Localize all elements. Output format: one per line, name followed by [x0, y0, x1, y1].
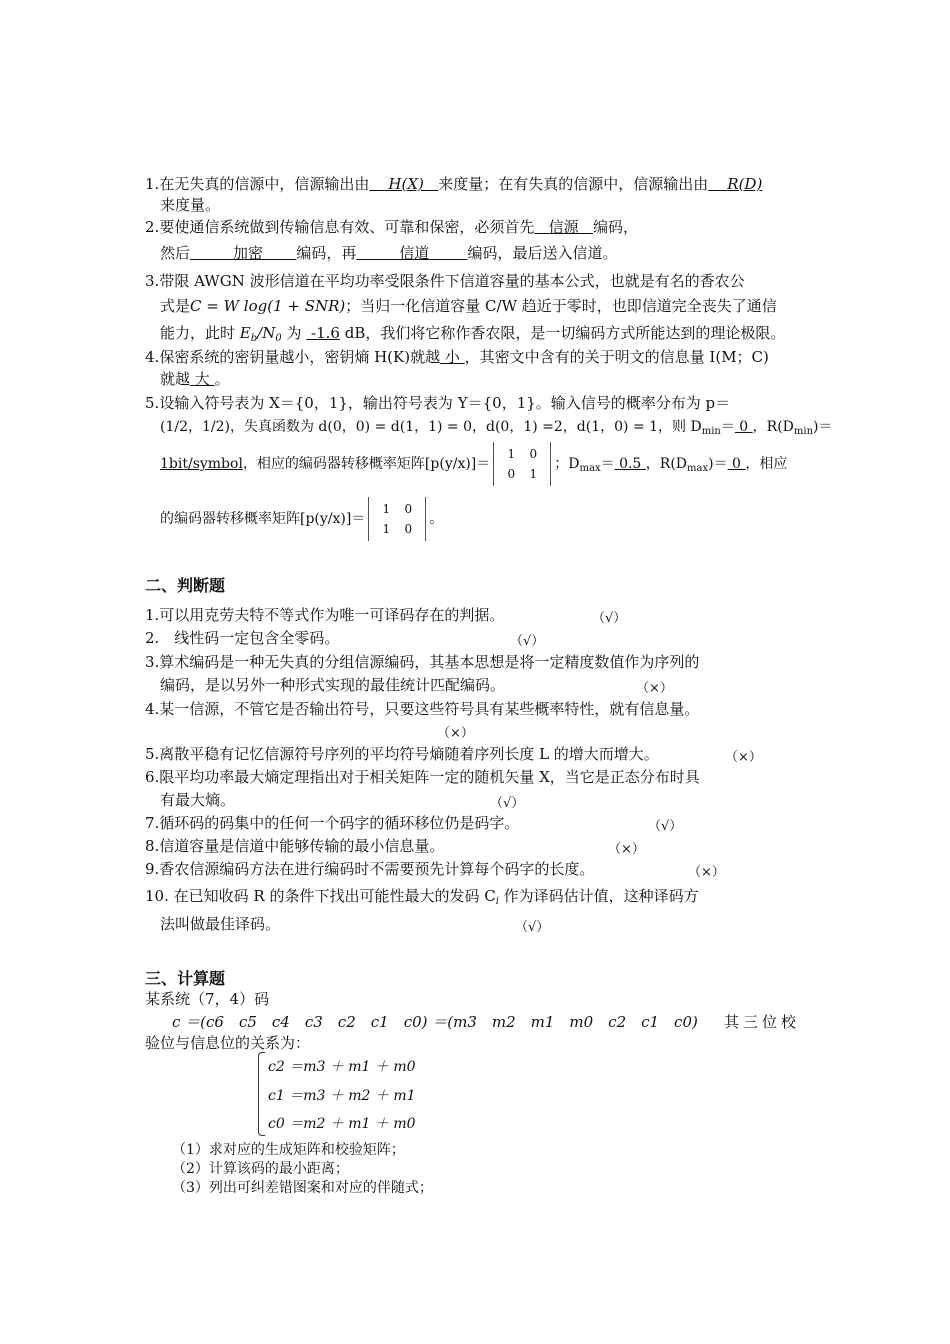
judge-item-5: 5.离散平稳有记忆信源符号序列的平均符号熵随着序列长度 L 的增大而增大。: [145, 745, 659, 763]
parity-eq-c1: c1 ＝m3 ＋ m2 ＋ m1: [268, 1088, 416, 1104]
judge-mark-4: （×）: [437, 726, 474, 741]
judge-item-1: 1.可以用克劳夫特不等式作为唯一可译码存在的判据。: [145, 606, 505, 624]
judge-item-6: 6.限平均功率最大熵定理指出对于相关矩阵一定的随机矢量 X，当它是正态分布时具: [145, 768, 700, 786]
section-heading-calculation: 三、计算题: [145, 969, 226, 988]
parity-eq-c2: c2 ＝m3 ＋ m1 ＋ m0: [268, 1059, 416, 1075]
judge-item-10-cont: 法叫做最佳译码。: [160, 915, 281, 933]
q4-line2: 就越 大 。: [160, 370, 230, 388]
task-3: （3）列出可纠差错图案和对应的伴随式；: [172, 1180, 433, 1196]
judge-mark-1: （√）: [592, 611, 627, 626]
judge-mark-8: （×）: [608, 842, 645, 857]
judge-item-2: 2. 线性码一定包含全零码。: [145, 629, 340, 647]
judge-item-4: 4.某一信源，不管它是否输出符号，只要这些符号具有某些概率特性，就有信息量。: [145, 700, 700, 718]
task-1: （1）求对应的生成矩阵和校验矩阵；: [172, 1142, 405, 1158]
judge-item-6-cont: 有最大熵。: [160, 791, 236, 809]
q1-line1: 1.在无失真的信源中，信源输出由 H(X) 来度量；在有失真的信源中，信源输出由 R(D): [145, 175, 763, 193]
judge-item-8: 8.信道容量是信道中能够传输的最小信息量。: [145, 837, 445, 855]
judge-mark-6: （√）: [490, 796, 525, 811]
equation-brace: [258, 1052, 265, 1136]
judge-item-3: 3.算术编码是一种无失真的分组信源编码，其基本思想是将一定精度数值作为序列的: [145, 653, 700, 671]
parity-eq-c0: c0 ＝m2 ＋ m1 ＋ m0: [268, 1116, 416, 1132]
q5-line2: (1/2，1/2)，失真函数为 d(0，0) = d(1，1) = 0，d(0，1) =2，d(1，0) = 1，则 $D_{min}= 0$ ，$R(D_{min})=$: [160, 419, 833, 437]
codeword-equation-tail: 其三位校: [724, 1013, 801, 1031]
codeword-equation: c ＝(c6 c5 c4 c3 c2 c1 c0) ＝(m3 m2 m1 m0 c2 c1 c0): [172, 1013, 698, 1031]
judge-mark-9: （×）: [688, 865, 725, 880]
judge-mark-5: （×）: [725, 750, 762, 765]
q2-line2: 然后 加密 编码，再 信道 编码，最后送入信道。: [160, 244, 618, 262]
judge-mark-10: （√）: [515, 920, 550, 935]
shannon-formula: C = W log(1 + SNR): [190, 297, 346, 315]
q3-line2: 式是C = W log(1 + SNR)；当归一化信道容量 C/W 趋近于零时，也即信道完全丧失了通信: [160, 297, 777, 315]
judge-item-7: 7.循环码的码集中的任何一个码字的循环移位仍是码字。: [145, 814, 520, 832]
matrix-1: 1 0 0 1: [493, 442, 551, 486]
q4-line1: 4.保密系统的密钥量越小，密钥熵 H(K)就越 小 ，其密文中含有的关于明文的信息量 I(M；C): [145, 348, 769, 366]
q5-line4: 的编码器转移概率矩阵[p(y/x)]＝1 0 1 0。: [160, 497, 443, 541]
task-2: （2）计算该码的最小距离；: [172, 1161, 349, 1177]
calc-intro: 某系统（7，4）码: [145, 990, 270, 1008]
judge-mark-7: （√）: [648, 819, 683, 834]
section-heading-judgement: 二、判断题: [145, 576, 226, 595]
judge-mark-2: （√）: [510, 634, 545, 649]
q1-line2: 来度量。: [160, 196, 221, 214]
judge-item-10: 10. 在已知收码 R 的条件下找出可能性最大的发码 $C_i$ 作为译码估计值，这种译码方: [145, 887, 699, 907]
q2-line1: 2.要使通信系统做到传输信息有效、可靠和保密，必须首先 信源 编码，: [145, 218, 638, 236]
q5-line3: 1bit/symbol，相应的编码器转移概率矩阵[p(y/x)]＝1 0 0 1；$D_{max}= 0.5$ ，$R(D_{max})= 0$ ，相应: [160, 442, 787, 491]
calc-relation-line: 验位与信息位的关系为：: [145, 1034, 311, 1052]
judge-item-3-cont: 编码，是以另外一种形式实现的最佳统计匹配编码。: [160, 676, 506, 694]
q3-line1: 3.带限 AWGN 波形信道在平均功率受限条件下信道容量的基本公式，也就是有名的香农公: [145, 272, 745, 290]
judge-mark-3: （×）: [636, 681, 673, 696]
matrix-2: 1 0 1 0: [368, 497, 426, 541]
judge-item-9: 9.香农信源编码方法在进行编码时不需要预先计算每个码字的长度。: [145, 860, 595, 878]
q3-line3: 能力，此时 $E_b/N_0$ 为 -1.6 dB，我们将它称作香农限，是一切编码方式所能达到的理论极限。: [160, 324, 786, 344]
q5-line1: 5.设输入符号表为 X＝{0，1}，输出符号表为 Y＝{0，1}。输入信号的概率分布为 p＝: [145, 394, 731, 412]
